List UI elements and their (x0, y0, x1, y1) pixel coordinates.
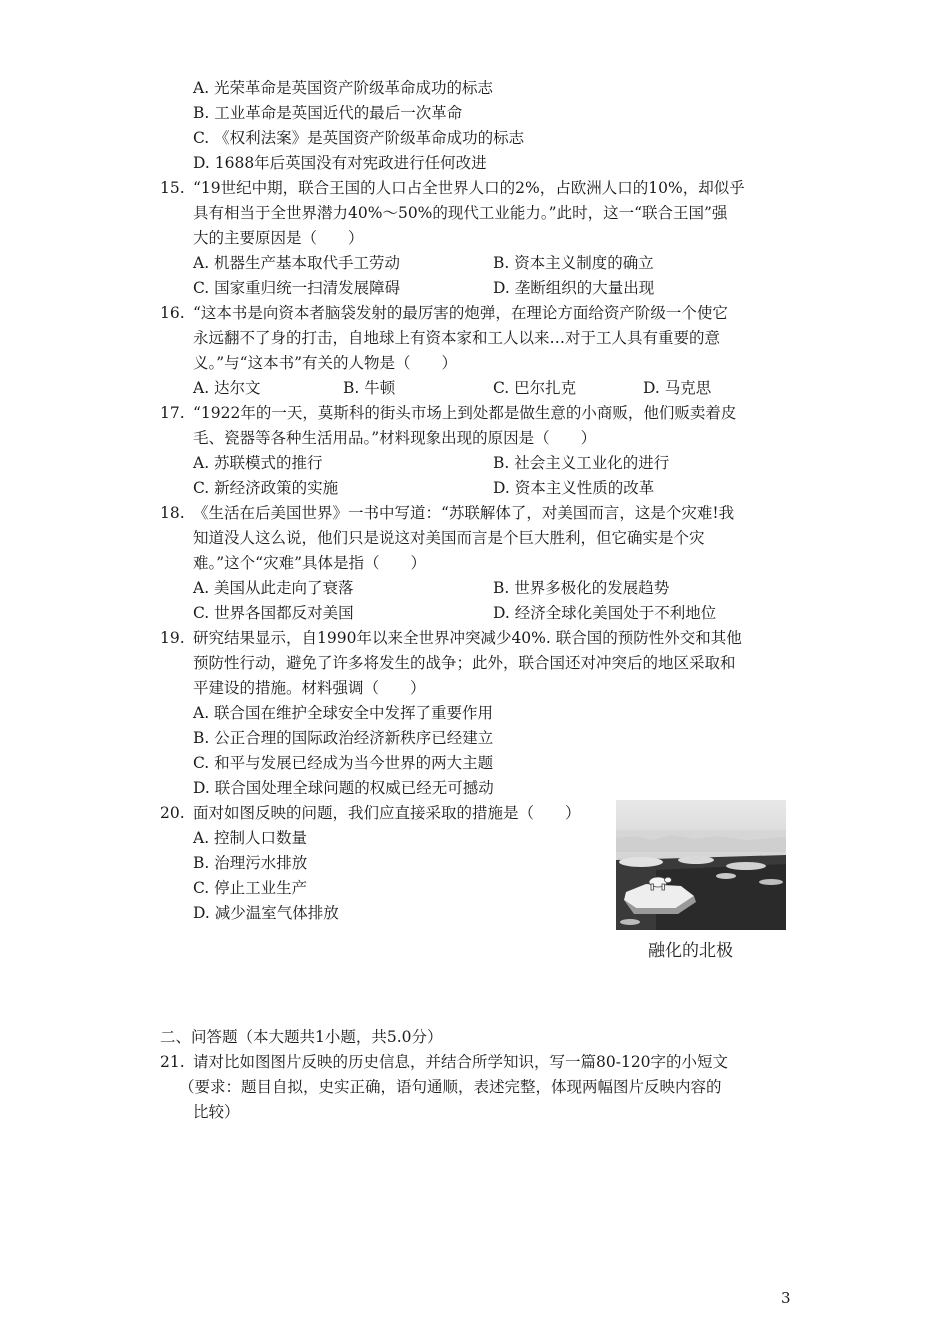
q18-number: 18. (160, 504, 185, 522)
q16-stem-line: 永远翻不了身的打击，自地球上有资本家和工人以来…对于工人具有重要的意 (193, 329, 721, 347)
q15-number: 15. (160, 179, 185, 197)
q16-option-a: A. 达尔文 (193, 379, 261, 397)
q20-option-a: A. 控制人口数量 (193, 829, 308, 847)
q20-stem-line: 面对如图反映的问题，我们应直接采取的措施是（ ） (193, 804, 581, 822)
q20-option-b: B. 治理污水排放 (193, 854, 308, 872)
image-caption: 融化的北极 (648, 941, 733, 961)
q18-option-c: C. 世界各国都反对美国 (193, 604, 354, 622)
q21-stem-line: （要求：题目自拟，史实正确，语句通顺，表述完整，体现两幅图片反映内容的 (179, 1078, 722, 1096)
melting-arctic-photo (616, 800, 786, 930)
q15-option-d: D. 垄断组织的大量出现 (493, 279, 655, 297)
q15-stem-line: 具有相当于全世界潜力40%～50%的现代工业能力。”此时，这一“联合王国”强 (193, 204, 728, 222)
q15-stem-line: “19世纪中期，联合王国的人口占全世界人口的2%，占欧洲人口的10%，却似乎 (193, 179, 745, 197)
q19-stem-line: 预防性行动，避免了许多将发生的战争；此外，联合国还对冲突后的地区采取和 (193, 654, 736, 672)
q19-number: 19. (160, 629, 185, 647)
q19-option-b: B. 公正合理的国际政治经济新秩序已经建立 (193, 729, 494, 747)
q18-stem-line: 《生活在后美国世界》一书中写道：“苏联解体了，对美国而言，这是个灾难!我 (193, 504, 735, 522)
q21-stem-line: 请对比如图图片反映的历史信息，并结合所学知识，写一篇80-120字的小短文 (193, 1053, 729, 1071)
q15-stem-line: 大的主要原因是（ ） (193, 229, 364, 247)
q21-stem-line: 比较） (193, 1103, 240, 1121)
q17-number: 17. (160, 404, 185, 422)
q18-option-a: A. 美国从此走向了衰落 (193, 579, 354, 597)
q15-option-a: A. 机器生产基本取代手工劳动 (193, 254, 401, 272)
page-number: 3 (781, 1289, 791, 1307)
q16-number: 16. (160, 304, 185, 322)
q18-stem-line: 难。”这个“灾难”具体是指（ ） (193, 554, 427, 572)
q16-stem-line: 义。”与“这本书”有关的人物是（ ） (193, 354, 458, 372)
q17-option-d: D. 资本主义性质的改革 (493, 479, 655, 497)
q20-option-c: C. 停止工业生产 (193, 879, 308, 897)
q19-option-d: D. 联合国处理全球问题的权威已经无可撼动 (193, 779, 494, 797)
q18-option-b: B. 世界多极化的发展趋势 (493, 579, 670, 597)
q17-option-a: A. 苏联模式的推行 (193, 454, 323, 472)
q19-stem-line: 平建设的措施。材料强调（ ） (193, 679, 426, 697)
q17-stem-line: 毛、瓷器等各种生活用品。”材料现象出现的原因是（ ） (193, 429, 597, 447)
q19-option-a: A. 联合国在维护全球安全中发挥了重要作用 (193, 704, 494, 722)
q21-number: 21. (160, 1053, 185, 1071)
q14-option-d: D. 1688年后英国没有对宪政进行任何改进 (193, 154, 487, 172)
q16-stem-line: “这本书是向资本者脑袋发射的最厉害的炮弹，在理论方面给资产阶级一个使它 (193, 304, 728, 322)
q19-stem-line: 研究结果显示，自1990年以来全世界冲突减少40%. 联合国的预防性外交和其他 (193, 629, 742, 647)
q16-option-d: D. 马克思 (643, 379, 712, 397)
section-heading: 二、问答题（本大题共1小题，共5.0分） (160, 1028, 443, 1046)
q18-option-d: D. 经济全球化美国处于不利地位 (493, 604, 717, 622)
q14-option-a: A. 光荣革命是英国资产阶级革命成功的标志 (193, 79, 494, 97)
q15-option-c: C. 国家重归统一扫清发展障碍 (193, 279, 401, 297)
q14-option-c: C. 《权利法案》是英国资产阶级革命成功的标志 (193, 129, 525, 147)
q17-stem-line: “1922年的一天，莫斯科的街头市场上到处都是做生意的小商贩，他们贩卖着皮 (193, 404, 737, 422)
q14-option-b: B. 工业革命是英国近代的最后一次革命 (193, 104, 463, 122)
q15-option-b: B. 资本主义制度的确立 (493, 254, 654, 272)
q17-option-b: B. 社会主义工业化的进行 (493, 454, 670, 472)
q19-option-c: C. 和平与发展已经成为当今世界的两大主题 (193, 754, 494, 772)
q17-option-c: C. 新经济政策的实施 (193, 479, 339, 497)
q16-option-b: B. 牛顿 (343, 379, 396, 397)
q16-option-c: C. 巴尔扎克 (493, 379, 577, 397)
q20-option-d: D. 减少温室气体排放 (193, 904, 339, 922)
q18-stem-line: 知道没人这么说，他们只是说这对美国而言是个巨大胜利，但它确实是个灾 (193, 529, 705, 547)
q20-number: 20. (160, 804, 185, 822)
